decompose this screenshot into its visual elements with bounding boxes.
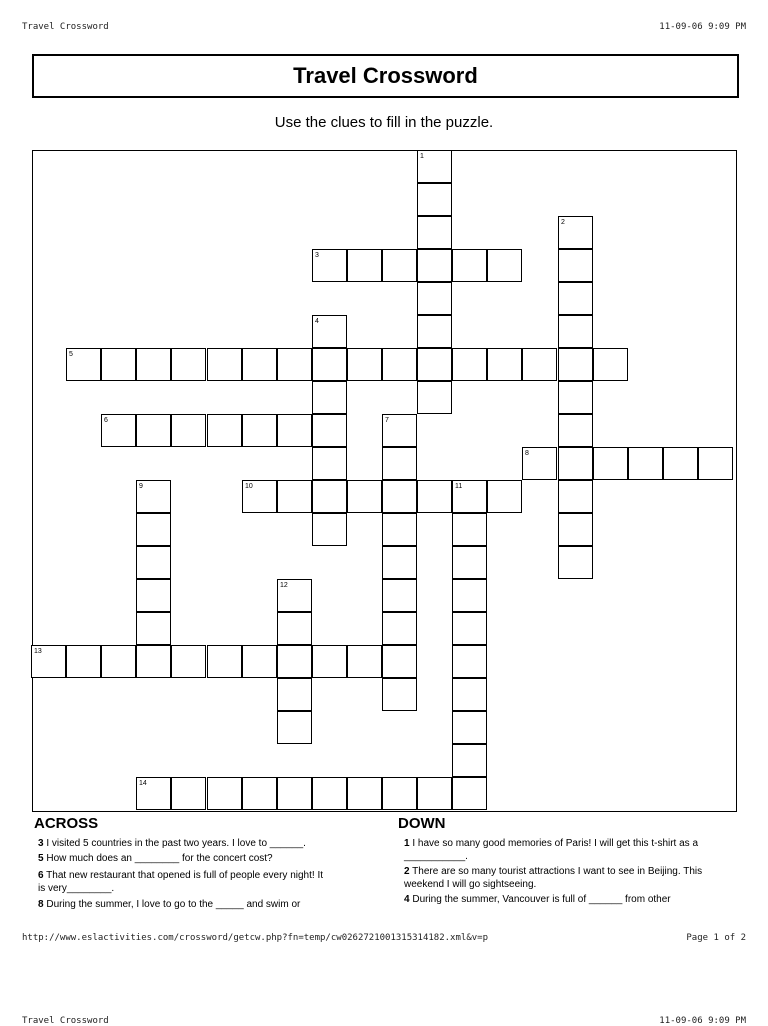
crossword-cell[interactable]: [242, 348, 277, 381]
across-clue-8: [38, 899, 348, 912]
crossword-cell[interactable]: [171, 777, 206, 810]
clue-text: During the summer, Vancouver is full of ______ from other: [412, 894, 671, 905]
crossword-cell[interactable]: [136, 546, 171, 579]
crossword-cell[interactable]: [452, 612, 487, 645]
crossword-cell[interactable]: [487, 480, 522, 513]
crossword-cell[interactable]: [277, 645, 312, 678]
across-clue-5: [38, 853, 338, 866]
crossword-cell[interactable]: [277, 678, 312, 711]
crossword-cell[interactable]: [347, 249, 382, 282]
crossword-cell[interactable]: [312, 777, 347, 810]
crossword-cell[interactable]: [277, 348, 312, 381]
crossword-cell[interactable]: [207, 777, 242, 810]
crossword-cell[interactable]: [347, 480, 382, 513]
crossword-cell[interactable]: [382, 480, 417, 513]
crossword-cell[interactable]: [452, 744, 487, 777]
clue-text: During the summer, I love to go to the _____ and swim or: [46, 899, 301, 910]
crossword-cell[interactable]: [277, 777, 312, 810]
crossword-cell[interactable]: [593, 447, 628, 480]
clue-text: I have so many good memories of Paris! I will get this t-shirt as a ___________.: [404, 838, 699, 862]
crossword-cell[interactable]: [136, 348, 171, 381]
crossword-cell[interactable]: [522, 447, 557, 480]
crossword-cell[interactable]: [558, 513, 593, 546]
crossword-cell[interactable]: [277, 612, 312, 645]
crossword-cell[interactable]: [312, 249, 347, 282]
across-clue-3: [38, 838, 338, 851]
crossword-cell[interactable]: [277, 414, 312, 447]
crossword-cell[interactable]: [171, 645, 206, 678]
crossword-cell[interactable]: [171, 348, 206, 381]
crossword-cell[interactable]: [452, 777, 487, 810]
crossword-cell[interactable]: [312, 414, 347, 447]
crossword-cell[interactable]: [417, 348, 452, 381]
crossword-cell[interactable]: [207, 645, 242, 678]
clue-number: 5: [38, 853, 44, 864]
crossword-cell[interactable]: [277, 579, 312, 612]
down-heading: DOWN: [398, 815, 446, 832]
crossword-cell[interactable]: [382, 546, 417, 579]
crossword-cell[interactable]: [136, 612, 171, 645]
down-clue-2: [404, 866, 724, 891]
crossword-cell[interactable]: [382, 513, 417, 546]
clue-number: 2: [404, 866, 410, 877]
cell-number: 5: [69, 351, 73, 358]
crossword-cell[interactable]: [487, 249, 522, 282]
crossword-cell[interactable]: [417, 183, 452, 216]
print-header-title: Travel Crossword: [22, 22, 109, 32]
crossword-cell[interactable]: [136, 645, 171, 678]
clue-text: How much does an ________ for the concert cost?: [46, 853, 273, 864]
cell-number: 10: [245, 483, 253, 490]
crossword-cell[interactable]: [242, 414, 277, 447]
crossword-cell[interactable]: [277, 711, 312, 744]
down-clue-4: [404, 894, 734, 907]
crossword-cell[interactable]: [417, 249, 452, 282]
cell-number: 8: [525, 450, 529, 457]
crossword-cell[interactable]: [382, 579, 417, 612]
crossword-cell[interactable]: [558, 414, 593, 447]
cell-number: 14: [139, 780, 147, 787]
crossword-cell[interactable]: [382, 348, 417, 381]
crossword-cell[interactable]: [242, 645, 277, 678]
crossword-cell[interactable]: [522, 348, 557, 381]
crossword-cell[interactable]: [382, 249, 417, 282]
crossword-cell[interactable]: [417, 381, 452, 414]
crossword-cell[interactable]: [312, 645, 347, 678]
clue-text: There are so many tourist attractions I want to see in Beijing. This weekend I will go sightseeing.: [404, 866, 703, 890]
crossword-cell[interactable]: [417, 282, 452, 315]
crossword-cell[interactable]: [417, 315, 452, 348]
crossword-cell[interactable]: [136, 777, 171, 810]
crossword-cell[interactable]: [101, 348, 136, 381]
crossword-cell[interactable]: [698, 447, 733, 480]
crossword-cell[interactable]: [312, 315, 347, 348]
clue-text: That new restaurant that opened is full of people every night! It is very________.: [38, 870, 324, 894]
crossword-cell[interactable]: [312, 348, 347, 381]
crossword-cell[interactable]: [452, 348, 487, 381]
crossword-cell[interactable]: [31, 645, 66, 678]
crossword-cell[interactable]: [347, 777, 382, 810]
crossword-cell[interactable]: [558, 447, 593, 480]
crossword-cell[interactable]: [417, 480, 452, 513]
crossword-cell[interactable]: [101, 414, 136, 447]
crossword-cell[interactable]: [312, 447, 347, 480]
across-heading: ACROSS: [34, 815, 99, 832]
crossword-cell[interactable]: [452, 579, 487, 612]
crossword-cell[interactable]: [452, 711, 487, 744]
crossword-cell[interactable]: [382, 777, 417, 810]
crossword-cell[interactable]: [382, 612, 417, 645]
print-header-datetime: 11-09-06 9:09 PM: [659, 22, 746, 32]
crossword-cell[interactable]: [382, 678, 417, 711]
footer-page-number: Page 1 of 2: [686, 933, 746, 943]
crossword-cell[interactable]: [347, 645, 382, 678]
crossword-cell[interactable]: [171, 414, 206, 447]
crossword-cell[interactable]: [452, 513, 487, 546]
crossword-cell[interactable]: [558, 546, 593, 579]
crossword-cell[interactable]: [312, 381, 347, 414]
crossword-cell[interactable]: [558, 315, 593, 348]
crossword-cell[interactable]: [382, 645, 417, 678]
crossword-cell[interactable]: [487, 348, 522, 381]
crossword-cell[interactable]: [242, 777, 277, 810]
down-clue-1: [404, 838, 740, 863]
crossword-cell[interactable]: [593, 348, 628, 381]
crossword-cell[interactable]: [136, 480, 171, 513]
page-title: Travel Crossword: [293, 63, 478, 88]
crossword-cell[interactable]: [136, 414, 171, 447]
crossword-cell[interactable]: [558, 348, 593, 381]
crossword-cell[interactable]: [558, 381, 593, 414]
cell-number: 11: [455, 483, 463, 490]
cell-number: 1: [420, 153, 424, 160]
footer-url: http://www.eslactivities.com/crossword/getcw.php?fn=temp/cw0262721001315314182.xml&v=p: [22, 933, 488, 943]
crossword-cell[interactable]: [558, 480, 593, 513]
cell-number: 2: [561, 219, 565, 226]
crossword-cell[interactable]: [452, 678, 487, 711]
clue-number: 4: [404, 894, 410, 905]
clue-number: 1: [404, 838, 410, 849]
crossword-cell[interactable]: [452, 645, 487, 678]
cell-number: 12: [280, 582, 288, 589]
crossword-cell[interactable]: [382, 414, 417, 447]
next-page-header-title: Travel Crossword: [22, 1016, 109, 1026]
crossword-cell[interactable]: [417, 150, 452, 183]
cell-number: 6: [104, 417, 108, 424]
crossword-cell[interactable]: [312, 513, 347, 546]
clue-number: 3: [38, 838, 44, 849]
crossword-cell[interactable]: [66, 645, 101, 678]
cell-number: 13: [34, 648, 42, 655]
crossword-cell[interactable]: [207, 414, 242, 447]
cell-number: 9: [139, 483, 143, 490]
across-clue-6: [38, 870, 328, 895]
crossword-cell[interactable]: [382, 447, 417, 480]
crossword-cell[interactable]: [663, 447, 698, 480]
cell-number: 3: [315, 252, 319, 259]
crossword-cell[interactable]: [452, 249, 487, 282]
cell-number: 4: [315, 318, 319, 325]
title-box: [32, 54, 739, 98]
crossword-cell[interactable]: [207, 348, 242, 381]
clue-text: I visited 5 countries in the past two years. I love to ______.: [46, 838, 306, 849]
clue-number: 6: [38, 870, 44, 881]
cell-number: 7: [385, 417, 389, 424]
crossword-cell[interactable]: [417, 216, 452, 249]
crossword-cell[interactable]: [558, 249, 593, 282]
crossword-cell[interactable]: [628, 447, 663, 480]
crossword-cell[interactable]: [136, 513, 171, 546]
crossword-cell[interactable]: [558, 216, 593, 249]
instructions: Use the clues to fill in the puzzle.: [274, 114, 494, 131]
crossword-cell[interactable]: [417, 777, 452, 810]
crossword-cell[interactable]: [136, 579, 171, 612]
crossword-cell[interactable]: [101, 645, 136, 678]
crossword-cell[interactable]: [558, 282, 593, 315]
crossword-cell[interactable]: [347, 348, 382, 381]
crossword-cell[interactable]: [452, 480, 487, 513]
crossword-cell[interactable]: [312, 480, 347, 513]
crossword-cell[interactable]: [242, 480, 277, 513]
crossword-cell[interactable]: [277, 480, 312, 513]
crossword-cell[interactable]: [66, 348, 101, 381]
next-page-header-datetime: 11-09-06 9:09 PM: [659, 1016, 746, 1026]
crossword-cell[interactable]: [452, 546, 487, 579]
clue-number: 8: [38, 899, 44, 910]
